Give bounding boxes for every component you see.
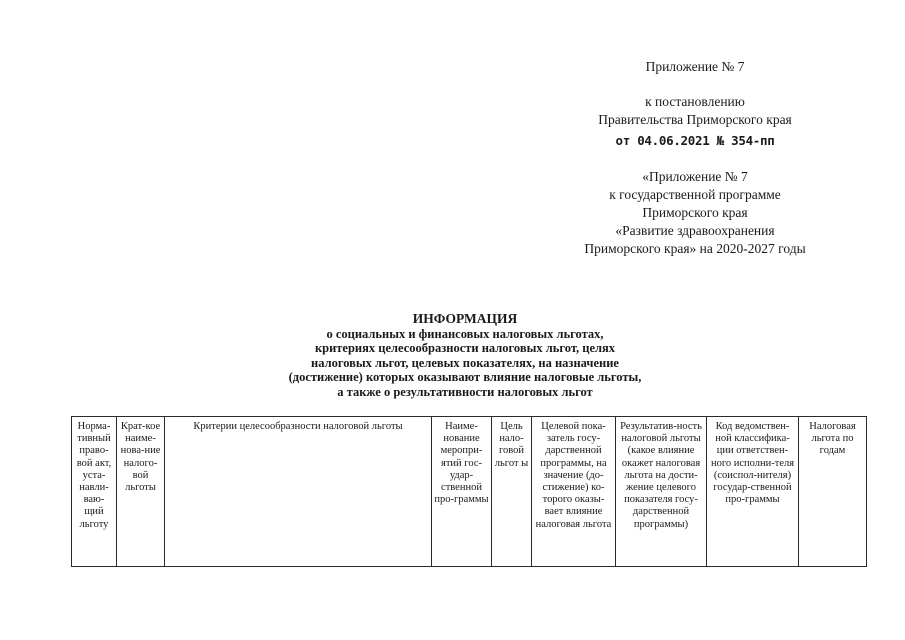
decree-to-line: к постановлению [645,94,745,109]
col-legal-act: Норма-тивный право-вой акт, уста-навли-ваю-щий льготу [72,417,117,567]
decree-date-number: от 04.06.2021 № 354-пп [615,133,775,148]
program-reference [560,168,830,258]
col-program-activities: Наиме-нование меропри-ятий гос-удар-ственной про-граммы [432,417,492,567]
program-ref-line-4: «Развитие здравоохранения [615,223,775,238]
heading-line-4: (достижение) которых оказывают влияние налоговые льготы, [288,370,642,384]
col-department-code: Код ведомствен-ной классифика-ции ответствен-ного исполни-теля (соиспол-нителя) государ-ственной про-граммы [707,417,799,567]
heading-line-2: критериях целесообразности налоговых льгот, целях [314,341,616,355]
appendix-number: Приложение № 7 [645,59,745,74]
heading-line-1: о социальных и финансовых налоговых льготах, [326,326,604,341]
appendix-title [560,58,830,76]
heading-line-3: налоговых льгот, целевых показателях, на назначение [311,355,619,370]
document-heading [240,312,690,399]
tax-benefits-table [71,416,867,567]
col-feasibility-criteria: Критерии целесообразности налоговой льготы [165,417,432,567]
heading-line-5: а также о результативности налоговых льгот [337,384,593,399]
heading-title: ИНФОРМАЦИЯ [412,311,518,326]
program-ref-line-5: Приморского края» на 2020-2027 годы [584,241,806,256]
decree-reference [560,93,830,150]
program-ref-line-3: Приморского края [642,205,748,220]
col-benefit-effectiveness: Результатив-ность налоговой льготы (какое влияние окажет налоговая льгота на дости-жение целевого показателя госу-дарственной программы) [616,417,707,567]
col-benefit-goal: Цель нало-говой льгот ы [492,417,532,567]
col-target-indicator: Целевой пока-затель госу-дарственной программы, на значение (до-стижение) ко-торого оказы-вает влияние налоговая льгота [532,417,616,567]
col-benefit-short-name: Крат-кое наиме-нова-ние налого-вой льготы [117,417,165,567]
program-ref-line-2: к государственной программе [609,187,781,202]
table-header-row [72,417,867,567]
col-benefit-by-year: Налоговая льгота по годам [799,417,867,567]
decree-government-line: Правительства Приморского края [598,112,792,127]
program-ref-line-1: «Приложение № 7 [642,169,748,184]
